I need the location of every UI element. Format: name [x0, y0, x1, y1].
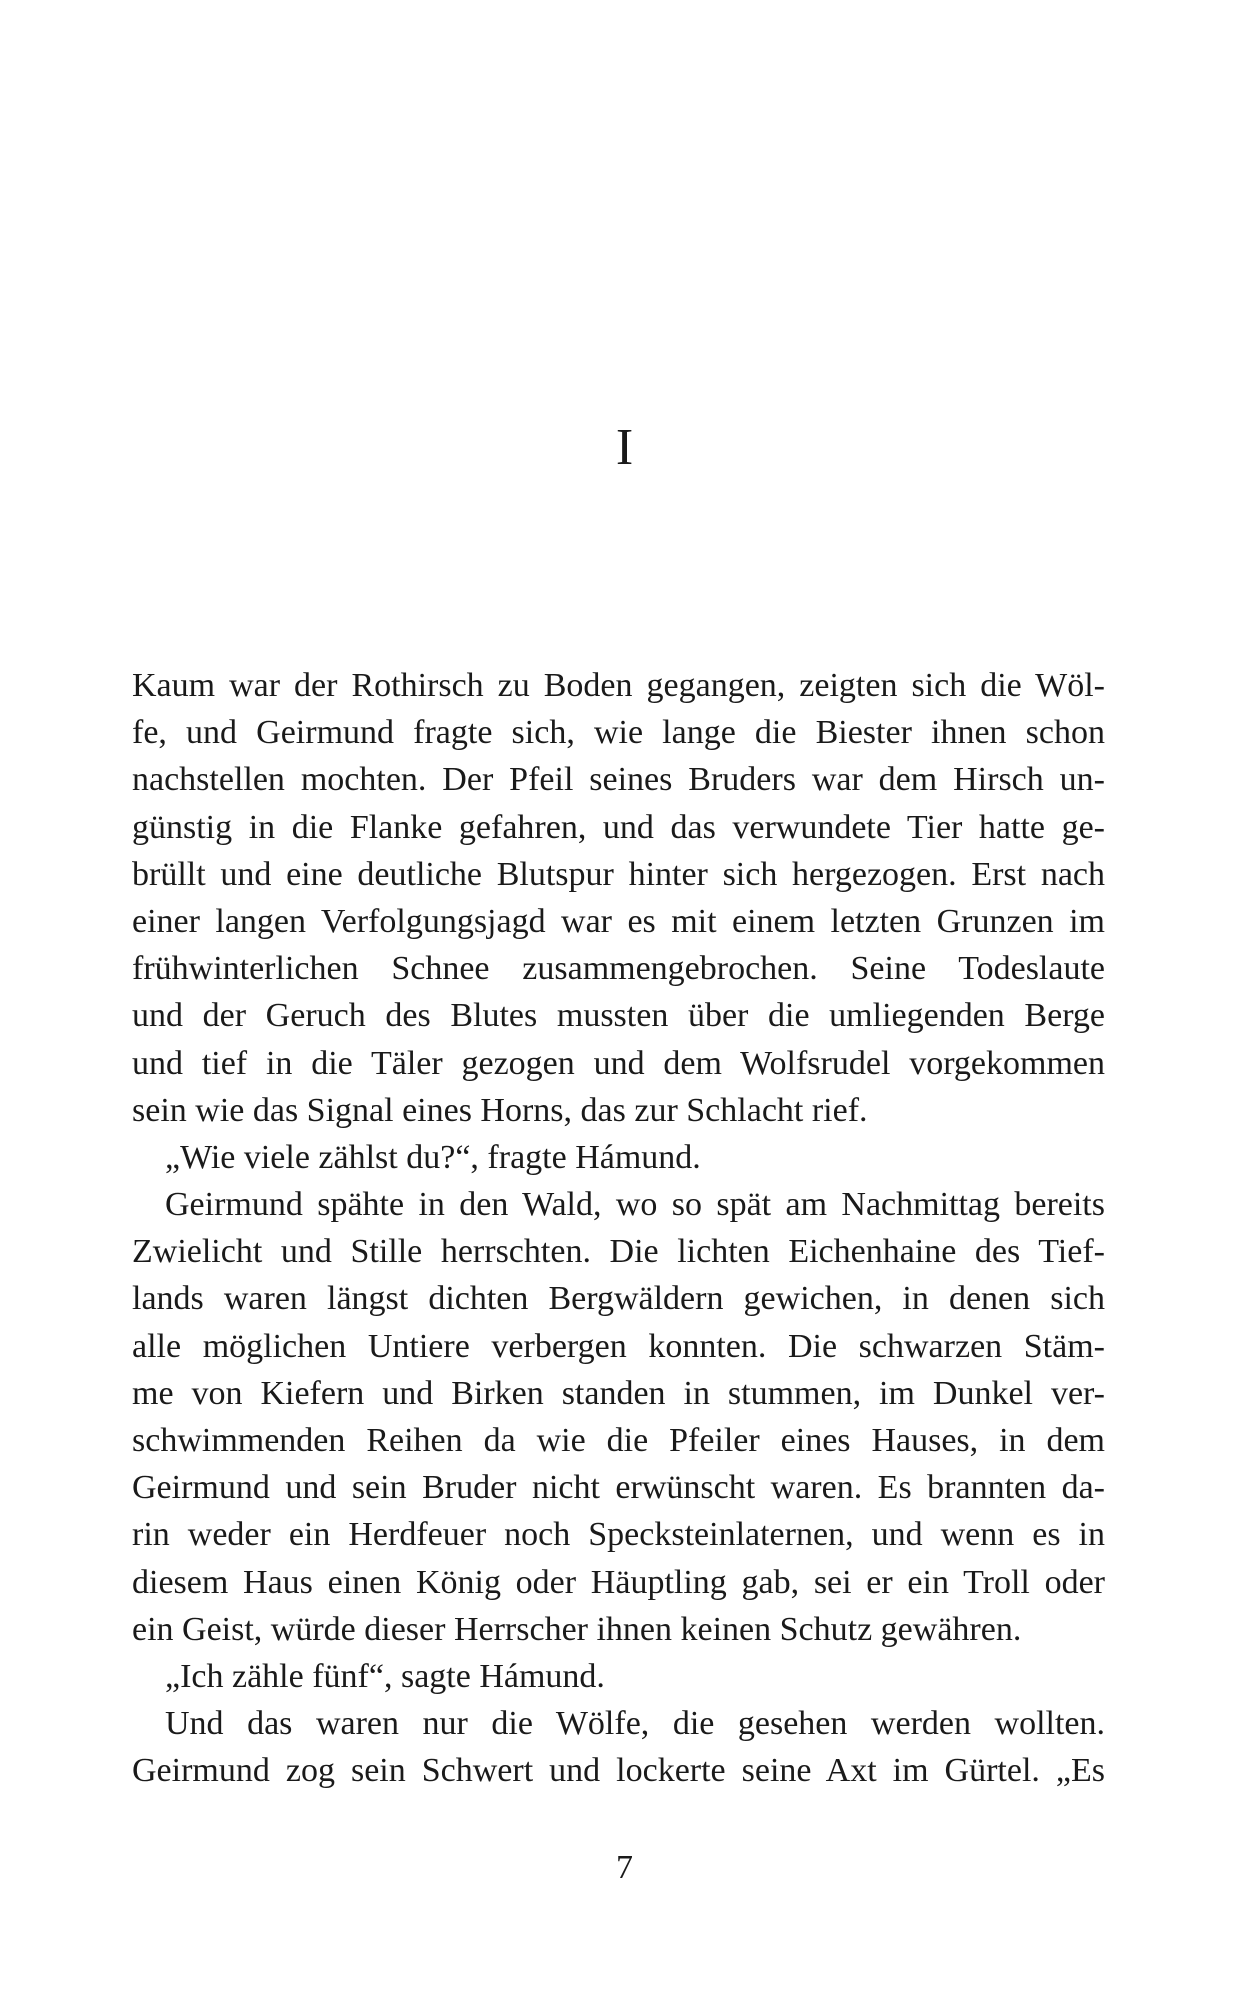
text-line: „Ich zähle fünf“, sagte Hámund. — [165, 1657, 605, 1695]
text-line: und tief in die Täler gezogen und dem Wolfsrudel vorgekommen — [132, 1044, 1105, 1082]
text-line: lands waren längst dichten Bergwäldern gewichen, in denen sich — [132, 1280, 1105, 1318]
text-line: und der Geruch des Blutes mussten über die umliegenden Berge — [132, 997, 1105, 1035]
text-line: „Wie viele zählst du?“, fragte Hámund. — [165, 1138, 701, 1176]
text-line: brüllt und eine deutliche Blutspur hinter sich hergezogen. Erst nach — [132, 855, 1105, 893]
chapter-number: I — [615, 419, 634, 476]
body-text — [132, 662, 1105, 1795]
text-line: me von Kiefern und Birken standen in stummen, im Dunkel ver- — [132, 1374, 1105, 1412]
text-line: fe, und Geirmund fragte sich, wie lange die Biester ihnen schon — [132, 714, 1105, 752]
text-line: einer langen Verfolgungsjagd war es mit einem letzten Grunzen im — [132, 902, 1105, 940]
text-line: Kaum war der Rothirsch zu Boden gegangen, zeigten sich die Wöl- — [132, 667, 1105, 704]
text-line: Zwielicht und Stille herrschten. Die lichten Eichenhaine des Tief- — [132, 1233, 1105, 1271]
text-line: Geirmund und sein Bruder nicht erwünscht waren. Es brannten da- — [132, 1469, 1105, 1507]
text-line: schwimmenden Reihen da wie die Pfeiler eines Hauses, in dem — [132, 1422, 1105, 1459]
text-line: diesem Haus einen König oder Häuptling gab, sei er ein Troll oder — [132, 1563, 1105, 1601]
page-number: 7 — [616, 1849, 633, 1886]
text-line: Geirmund zog sein Schwert und lockerte seine Axt im Gürtel. „Es — [132, 1752, 1105, 1790]
text-line: rin weder ein Herdfeuer noch Specksteinlaternen, und wenn es in — [132, 1516, 1105, 1554]
text-line: Und das waren nur die Wölfe, die gesehen werden wollten. — [165, 1705, 1105, 1743]
text-line: ein Geist, würde dieser Herrscher ihnen keinen Schutz gewähren. — [132, 1610, 1022, 1648]
text-line: frühwinterlichen Schnee zusammengebrochen. Seine Todeslaute — [132, 950, 1105, 988]
text-line: nachstellen mochten. Der Pfeil seines Bruders war dem Hirsch un- — [132, 761, 1105, 799]
text-line: sein wie das Signal eines Horns, das zur Schlacht rief. — [132, 1091, 868, 1129]
text-line: alle möglichen Untiere verbergen konnten. Die schwarzen Stäm- — [132, 1327, 1105, 1365]
text-line: günstig in die Flanke gefahren, und das verwundete Tier hatte ge- — [132, 808, 1105, 846]
text-line: Geirmund spähte in den Wald, wo so spät am Nachmittag bereits — [165, 1186, 1105, 1224]
